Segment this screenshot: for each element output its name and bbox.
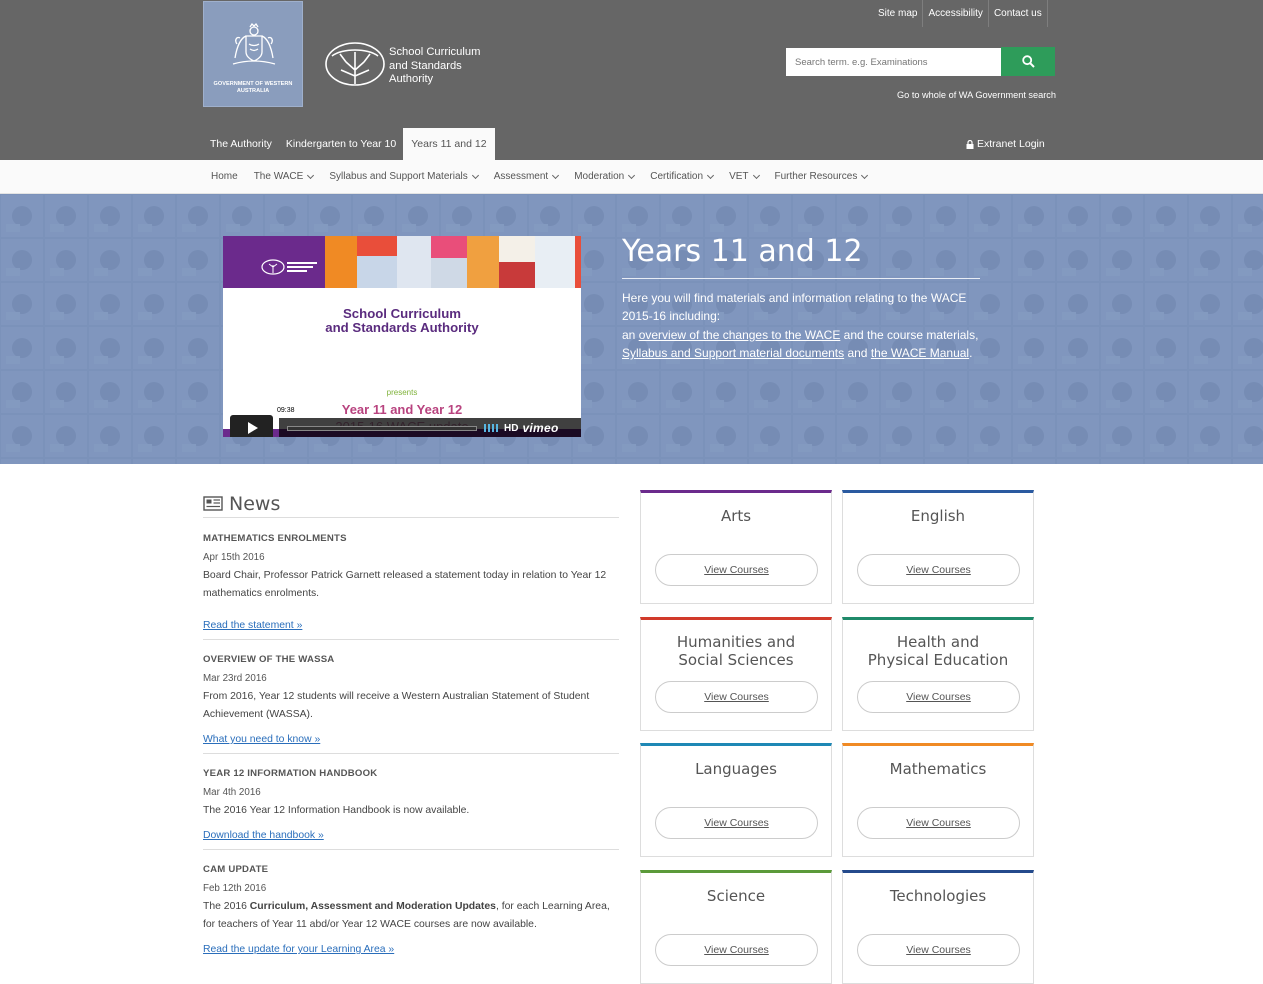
news-item-title: MATHEMATICS ENROLMENTS bbox=[203, 533, 347, 544]
video-duration: 09:38 bbox=[277, 407, 295, 414]
hero-text-mid-2: and bbox=[844, 346, 871, 361]
chevron-down-icon bbox=[472, 172, 479, 179]
tab-years-11-and-12[interactable]: Years 11 and 12 bbox=[403, 128, 494, 160]
nav-the-wace[interactable] bbox=[246, 160, 322, 194]
course-card-mathematics bbox=[842, 743, 1034, 857]
video-controls bbox=[223, 404, 581, 437]
nav-syllabus-label: Syllabus and Support Materials bbox=[329, 171, 468, 182]
course-card-name: English bbox=[910, 507, 966, 525]
hero-divider bbox=[622, 278, 980, 279]
chevron-down-icon bbox=[552, 172, 559, 179]
view-courses-button[interactable]: View Courses bbox=[655, 554, 818, 586]
play-button[interactable] bbox=[230, 415, 273, 437]
extranet-login-link[interactable] bbox=[966, 138, 1045, 150]
nav-the-wace-label: The WACE bbox=[253, 171, 304, 182]
government-logo[interactable] bbox=[203, 1, 303, 107]
view-courses-button[interactable]: View Courses bbox=[857, 554, 1020, 586]
video-presents: presents bbox=[386, 388, 418, 397]
video-player[interactable] bbox=[223, 236, 581, 437]
video-subtitle-1: Year 11 and Year 12 bbox=[341, 402, 463, 417]
news-item-date: Feb 12th 2016 bbox=[203, 883, 267, 894]
organisation-name-line-3: Authority bbox=[389, 73, 434, 85]
government-logo-text: GOVERNMENT OF WESTERN AUSTRALIA bbox=[213, 81, 293, 94]
news-item-body-post: , for each Learning Area, for teachers of Year 11 abd/or Year 12 WACE courses are now available. bbox=[203, 901, 610, 930]
nav-home[interactable] bbox=[203, 160, 246, 194]
view-courses-button[interactable]: View Courses bbox=[857, 807, 1020, 839]
nav-further-resources[interactable] bbox=[767, 160, 876, 194]
course-card-name: Health and Physical Education bbox=[867, 633, 1009, 669]
hero-description bbox=[622, 289, 982, 363]
news-item-link[interactable]: Read the update for your Learning Area » bbox=[203, 944, 395, 955]
news-item-body bbox=[203, 898, 619, 934]
course-card-science bbox=[640, 870, 832, 984]
video-title-line-2: and Standards Authority bbox=[325, 320, 479, 335]
course-card-humanities-and-social-sciences bbox=[640, 617, 832, 731]
site-map-link[interactable]: Site map bbox=[878, 8, 918, 19]
news-item-date: Apr 15th 2016 bbox=[203, 552, 265, 563]
scsa-tree-logo-icon[interactable] bbox=[322, 40, 388, 92]
accessibility-link[interactable]: Accessibility bbox=[922, 0, 987, 27]
news-item-body: The 2016 Year 12 Information Handbook is now available. bbox=[203, 805, 470, 816]
audience-tabs bbox=[203, 128, 495, 160]
volume-icon[interactable] bbox=[484, 424, 500, 432]
chevron-down-icon bbox=[752, 172, 759, 179]
view-courses-button[interactable]: View Courses bbox=[857, 681, 1020, 713]
video-progress-track[interactable] bbox=[287, 426, 477, 431]
utility-links bbox=[873, 0, 1048, 27]
video-photo-mosaic bbox=[325, 236, 581, 288]
news-item-title: YEAR 12 INFORMATION HANDBOOK bbox=[203, 768, 378, 779]
hd-toggle[interactable]: HD bbox=[504, 422, 519, 434]
wa-government-search-link[interactable]: Go to whole of WA Government search bbox=[897, 90, 1056, 100]
video-branding bbox=[484, 421, 559, 435]
chevron-down-icon bbox=[861, 172, 868, 179]
news-item-date: Mar 23rd 2016 bbox=[203, 673, 267, 684]
tab-the-authority[interactable]: The Authority bbox=[210, 138, 272, 150]
organisation-name-line-2: and Standards bbox=[389, 59, 462, 72]
contact-us-link[interactable]: Contact us bbox=[988, 0, 1048, 27]
course-card-name: Arts bbox=[720, 507, 752, 525]
course-card-name: Mathematics bbox=[889, 760, 987, 778]
nav-vet[interactable] bbox=[721, 160, 766, 194]
nav-assessment-label: Assessment bbox=[493, 171, 549, 182]
section-navigation bbox=[0, 160, 1263, 194]
course-card-name: Technologies bbox=[889, 887, 987, 905]
search-input[interactable] bbox=[786, 48, 1001, 76]
news-item-link[interactable]: Read the statement » bbox=[203, 620, 303, 631]
hero-text-an: an bbox=[622, 327, 639, 342]
chevron-down-icon bbox=[307, 172, 314, 179]
course-card-name: Humanities and Social Sciences bbox=[676, 633, 796, 669]
syllabus-documents-link[interactable]: Syllabus and Support material documents bbox=[622, 346, 845, 361]
view-courses-button[interactable]: View Courses bbox=[857, 934, 1020, 966]
chevron-down-icon bbox=[628, 172, 635, 179]
news-heading bbox=[203, 490, 619, 518]
site-header bbox=[0, 0, 1263, 160]
news-item bbox=[203, 754, 619, 850]
newspaper-icon bbox=[203, 496, 223, 511]
nav-vet-label: VET bbox=[729, 171, 749, 182]
nav-moderation[interactable] bbox=[566, 160, 642, 194]
nav-assessment[interactable] bbox=[486, 160, 566, 194]
nav-home-label: Home bbox=[211, 171, 238, 182]
course-card-languages bbox=[640, 743, 832, 857]
extranet-login-label: Extranet Login bbox=[977, 138, 1045, 150]
hero-text-end: . bbox=[969, 346, 973, 361]
hero-banner bbox=[0, 194, 1263, 464]
tab-kindergarten-to-year-10[interactable]: Kindergarten to Year 10 bbox=[285, 138, 397, 150]
search-icon bbox=[1022, 55, 1035, 68]
nav-moderation-label: Moderation bbox=[574, 171, 625, 182]
coat-of-arms-icon bbox=[231, 22, 277, 74]
nav-syllabus-and-support-materials[interactable] bbox=[321, 160, 485, 194]
news-title: News bbox=[229, 492, 281, 515]
play-icon bbox=[245, 421, 259, 435]
course-card-arts bbox=[640, 490, 832, 604]
news-item-link[interactable]: What you need to know » bbox=[203, 734, 321, 745]
video-title bbox=[223, 307, 581, 335]
view-courses-button[interactable]: View Courses bbox=[655, 807, 818, 839]
news-section bbox=[203, 490, 619, 963]
vimeo-logo[interactable]: vimeo bbox=[522, 421, 559, 435]
news-item-date: Mar 4th 2016 bbox=[203, 787, 261, 798]
lock-icon bbox=[966, 140, 974, 149]
wace-manual-link[interactable]: the WACE Manual bbox=[870, 346, 970, 361]
nav-certification[interactable] bbox=[642, 160, 721, 194]
hero-text-mid-1: and the course materials, bbox=[840, 327, 979, 342]
organisation-name[interactable] bbox=[389, 46, 509, 87]
news-item-title: OVERVIEW OF THE WASSA bbox=[203, 654, 335, 665]
news-item-body: Board Chair, Professor Patrick Garnett released a statement today in relation to Year 12 mathematics enrolments. bbox=[203, 570, 607, 599]
news-item-body-bold: Curriculum, Assessment and Moderation Updates bbox=[249, 901, 496, 912]
nav-further-resources-label: Further Resources bbox=[774, 171, 858, 182]
nav-certification-label: Certification bbox=[650, 171, 704, 182]
page-title: Years 11 and 12 bbox=[622, 234, 863, 269]
course-card-health-and-physical-education bbox=[842, 617, 1034, 731]
news-item-link[interactable]: Download the handbook » bbox=[203, 830, 324, 841]
news-item bbox=[203, 518, 619, 640]
view-courses-button[interactable]: View Courses bbox=[655, 681, 818, 713]
news-item bbox=[203, 850, 619, 963]
view-courses-button[interactable]: View Courses bbox=[655, 934, 818, 966]
news-item-title: CAM UPDATE bbox=[203, 864, 269, 875]
hero-intro-text: Here you will find materials and information relating to the WACE 2015-16 including: bbox=[622, 291, 967, 324]
course-card-name: Languages bbox=[695, 760, 777, 778]
wace-changes-overview-link[interactable]: overview of the changes to the WACE bbox=[638, 327, 841, 342]
course-card-technologies bbox=[842, 870, 1034, 984]
news-item-body: From 2016, Year 12 students will receive a Western Australian Statement of Student Achievement (WASSA). bbox=[203, 691, 590, 720]
news-item bbox=[203, 640, 619, 754]
organisation-name-line-1: School Curriculum bbox=[389, 46, 481, 58]
chevron-down-icon bbox=[707, 172, 714, 179]
news-item-body-pre: The 2016 bbox=[203, 901, 250, 912]
video-title-line-1: School Curriculum bbox=[343, 306, 461, 321]
course-card-name: Science bbox=[706, 887, 766, 905]
scsa-video-logo-icon bbox=[261, 256, 321, 278]
search-button[interactable] bbox=[1001, 47, 1055, 76]
course-card-english bbox=[842, 490, 1034, 604]
